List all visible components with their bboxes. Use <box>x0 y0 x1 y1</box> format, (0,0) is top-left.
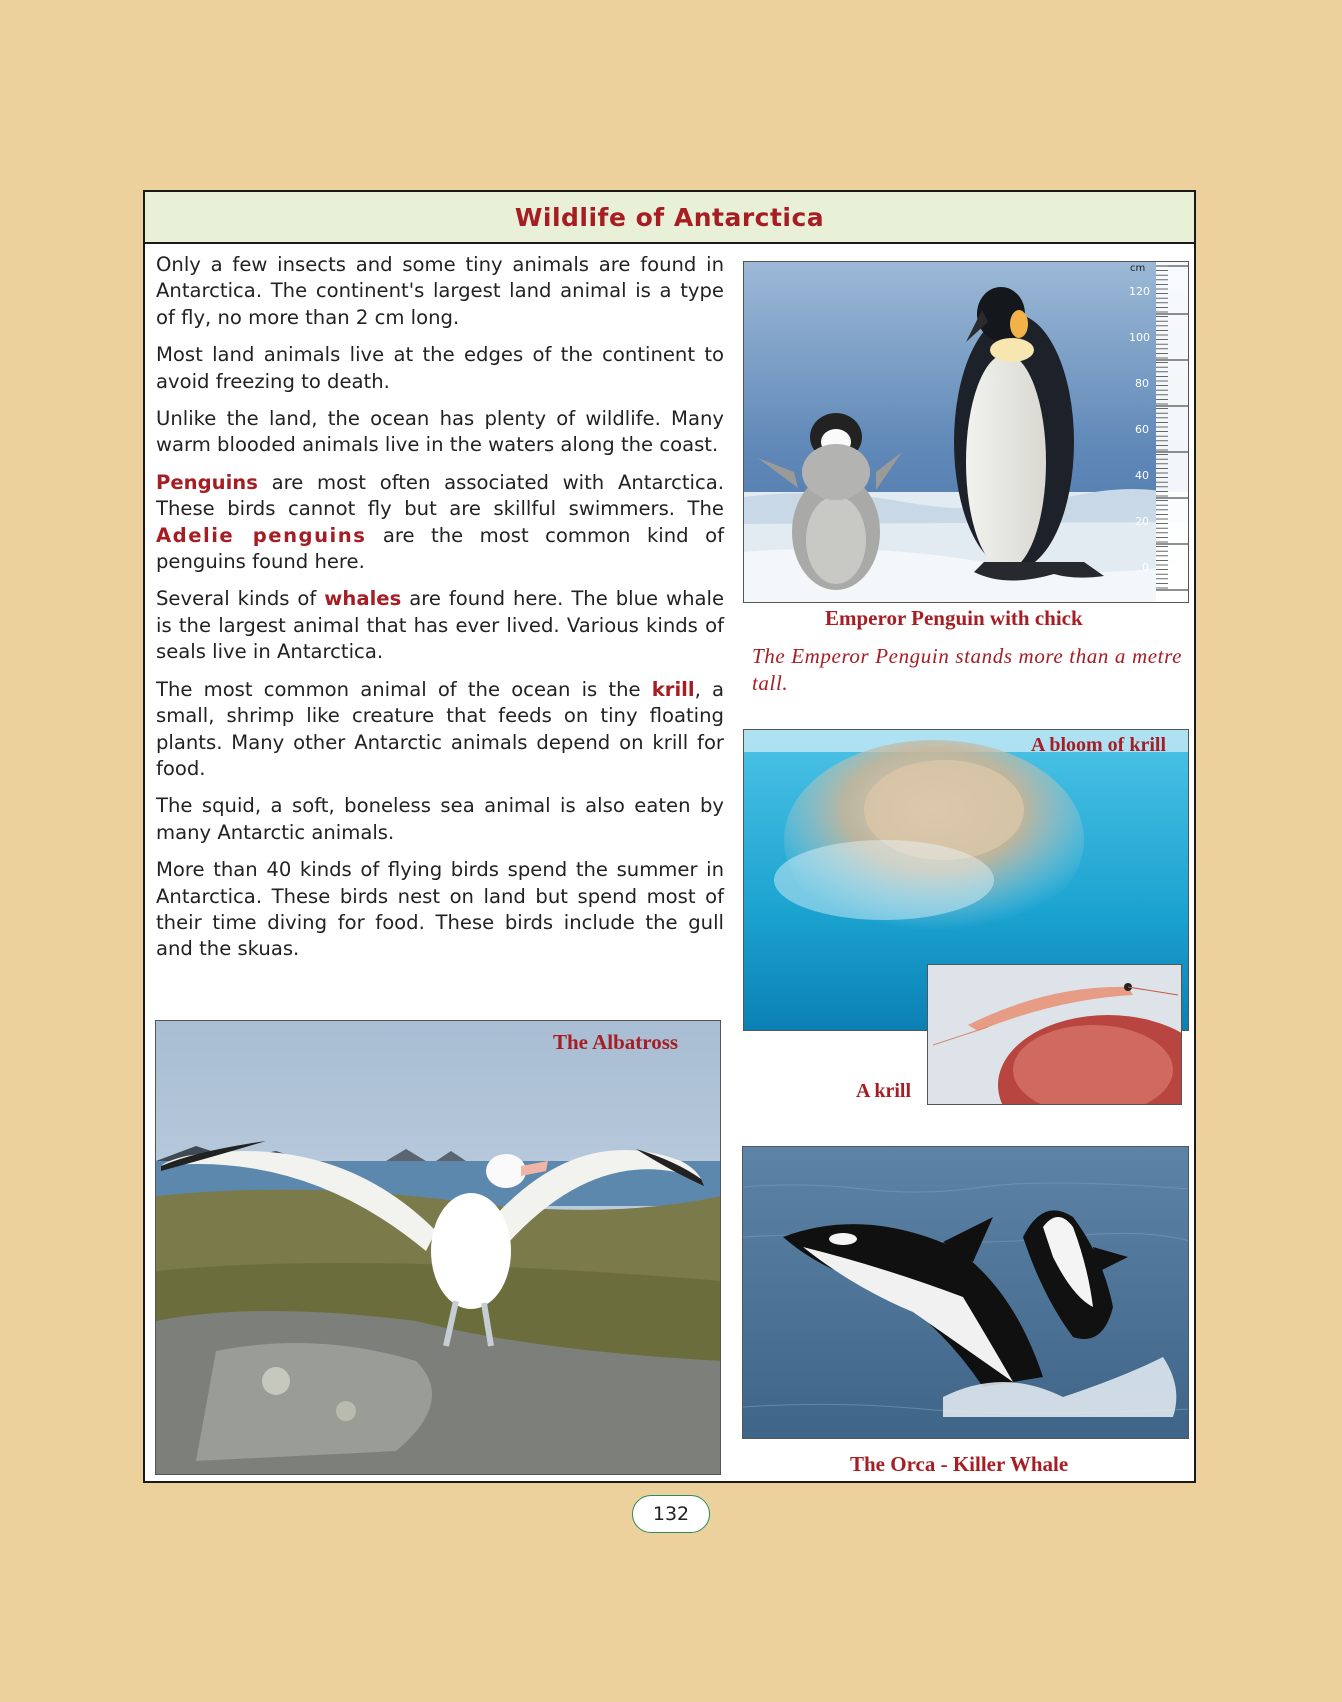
caption-krill-bloom: A bloom of krill <box>1031 734 1167 756</box>
text-column <box>156 252 724 974</box>
highlight-whales: whales <box>324 587 402 611</box>
albatross-photo <box>155 1020 721 1475</box>
ruler-label-100: 100 <box>1129 331 1150 344</box>
caption-krill: A krill <box>856 1080 912 1102</box>
ruler-label-20: 20 <box>1135 515 1149 528</box>
emperor-penguin-photo <box>743 261 1189 603</box>
paragraph-8: More than 40 kinds of flying birds spend the summer in Antarctica. These birds nest on land but spend most of their time diving for food. These birds include the gull and the skuas. <box>156 858 724 961</box>
caption-emperor-title: Emperor Penguin with chick <box>825 606 1083 630</box>
caption-emperor-desc: The Emperor Penguin stands more than a metre tall. <box>752 644 1182 695</box>
page-title: Wildlife of Antarctica <box>514 202 825 232</box>
ruler-label-80: 80 <box>1135 377 1149 390</box>
ruler-label-0: 0 <box>1142 561 1149 574</box>
paragraph-1: Only a few insects and some tiny animals are found in Antarctica. The continent's largest land animal is a type of fly, no more than 2 cm long. <box>156 253 724 329</box>
ruler-label-60: 60 <box>1135 423 1149 436</box>
highlight-penguins: Penguins <box>156 470 258 494</box>
caption-albatross: The Albatross <box>553 1030 679 1054</box>
paragraph-5 <box>156 586 724 665</box>
paragraph-4 <box>156 470 724 576</box>
caption-orca: The Orca - Killer Whale <box>850 1452 1069 1476</box>
paragraph-6 <box>156 677 724 783</box>
paragraph-3: Unlike the land, the ocean has plenty of wildlife. Many warm blooded animals live in the waters along the coast. <box>156 407 724 457</box>
paragraph-6-text-b: , a small, shrimp like creature that feeds on tiny floating plants. Many other Antarctic animals depend on krill for food. <box>156 677 724 780</box>
highlight-krill: krill <box>651 677 695 701</box>
krill-inset-photo <box>927 964 1182 1105</box>
paragraph-7: The squid, a soft, boneless sea animal is also eaten by many Antarctic animals. <box>156 794 724 844</box>
content-frame <box>143 190 1196 1483</box>
paragraph-2: Most land animals live at the edges of the continent to avoid freezing to death. <box>156 343 724 393</box>
title-bar <box>145 192 1194 244</box>
paragraph-5-text-b: are found here. The blue whale is the largest animal that has ever lived. Various kinds of seals live in Antarctica. <box>156 587 725 664</box>
paragraph-5-text-a: Several kinds of <box>156 587 325 611</box>
paragraph-6-text-a: The most common animal of the ocean is the <box>156 677 652 701</box>
page-number: 132 <box>632 1495 710 1533</box>
ruler-label-40: 40 <box>1135 469 1149 482</box>
ruler-unit-label: cm <box>1130 263 1146 274</box>
paragraph-4-text-b: are the most common kind of penguins found here. <box>156 523 724 574</box>
ruler-label-120: 120 <box>1129 285 1150 298</box>
paragraph-4-text-a: are most often associated with Antarctica. These birds cannot fly but are skillful swimmers. The <box>156 470 724 521</box>
orca-photo <box>742 1146 1189 1439</box>
highlight-adelie-penguins: Adelie penguins <box>156 523 367 547</box>
